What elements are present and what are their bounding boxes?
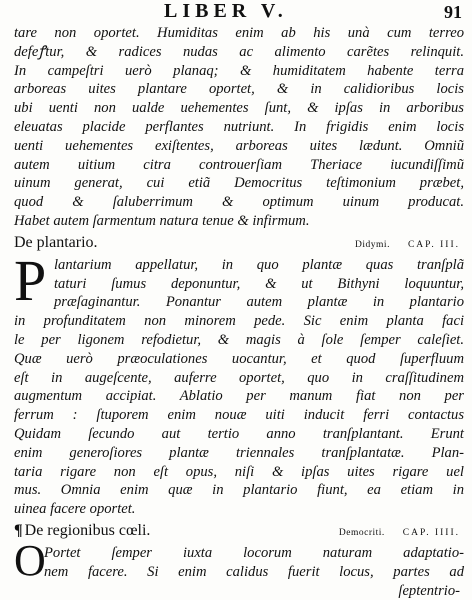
text-line: Quidam ſecundo aut tertio anno tranſplantant. Erunt [14,425,464,442]
drop-capital: O [14,535,46,585]
text-line: taria rigare non eſt opus, niſi & ipſas uites rigare uel [14,463,464,480]
pilcrow-mark: ¶ [14,521,23,539]
chapter-heading-de-regionibus [14,522,464,544]
paragraph-plantarium [14,247,464,519]
chapter-number: CAP. III. [407,239,460,250]
text-line: enim generoſiores plantæ triennales tranſplantatæ. Plan- [14,444,464,461]
text-line: eleuatas placide perflantes nutriunt. In frigidis enim locis [14,118,464,135]
text-line: autem uitium citra controuerſiam Theriace iucundiſſimũ [14,156,464,173]
text-line: ubi uenti non ualde uehementes ſunt, & ipſas in arboribus [14,100,464,117]
text-line: Portet ſemper iuxta locorum naturam adaptatio- [44,544,464,561]
text-line: eſt in augeſcente, auferre oportet, quo in craſſitudinem [14,369,464,386]
paragraph-regiones [14,535,464,600]
text-line: tare non oportet. Humiditas enim ab his unà cum terreo [14,25,464,41]
text-line: uenti uehementes exiſtentes, arboreas uites lædunt. Omniũ [14,137,464,154]
text-line: quod & ſaluberrimum & optimum uinum producat. [14,194,464,211]
chapter-source: Didymi. [355,239,390,250]
catchword-line: ſeptentrio- [398,582,460,599]
chapter-title: De regionibus cœli. [24,521,151,539]
chapter-number: CAP. IIII. [402,527,460,538]
text-line: taturi ſumus deponuntur, & ut Bithyni loquuntur, [54,275,464,292]
text-line: nem facere. Si enim calidus fuerit locus, partes ad [44,563,464,580]
text-line: uinea facere oportet. [14,501,136,518]
drop-capital: P [14,247,47,313]
page-number: 91 [444,2,462,22]
text-line: Quæ uerò præoculationes uocantur, et quod ſuperfluum [14,350,464,367]
chapter-heading-de-plantario [14,234,464,256]
text-line: augmentum accipiat. Ablatio per manum fiat non per [14,388,464,405]
page-header [14,0,464,24]
text-line: uinum generat, cui etiã Democritus teſtimonium præbet, [14,175,464,192]
text-line: in profunditatem non minorem pede. Sic enim planta faci [14,313,464,330]
text-line: præſaginantur. Ponantur autem plantæ in plantario [54,294,464,311]
text-line: mus. Omnia enim quæ in plantario fiunt, ea etiam in [14,482,464,499]
text-line: defeꝭtur, & radices nudas ac alimento carẽtes relinquit. [14,43,464,60]
text-line: arboreas uites plantare oportet, & in calidioribus locis [14,81,464,98]
chapter-source: Democriti. [338,527,385,538]
running-title: LIBER V. [164,0,288,22]
text-line: Habet autem ſarmentum natura tenue & infirmum. [14,212,310,229]
text-line: lantarium appellatur, in quo plantæ quas tranſplã [54,256,464,273]
chapter-title: De plantario. [14,233,98,251]
text-line: ferrum : ſtuporem enim nouæ uiti inducit ferri contactus [14,407,464,424]
text-line: le per ligonem refodietur, & magis à ſole ſemper caleſiet. [14,331,464,348]
text-line: In campeſtri uerò planaq; & humiditatem habente terra [14,62,464,79]
paragraph-viticulture [14,24,464,231]
